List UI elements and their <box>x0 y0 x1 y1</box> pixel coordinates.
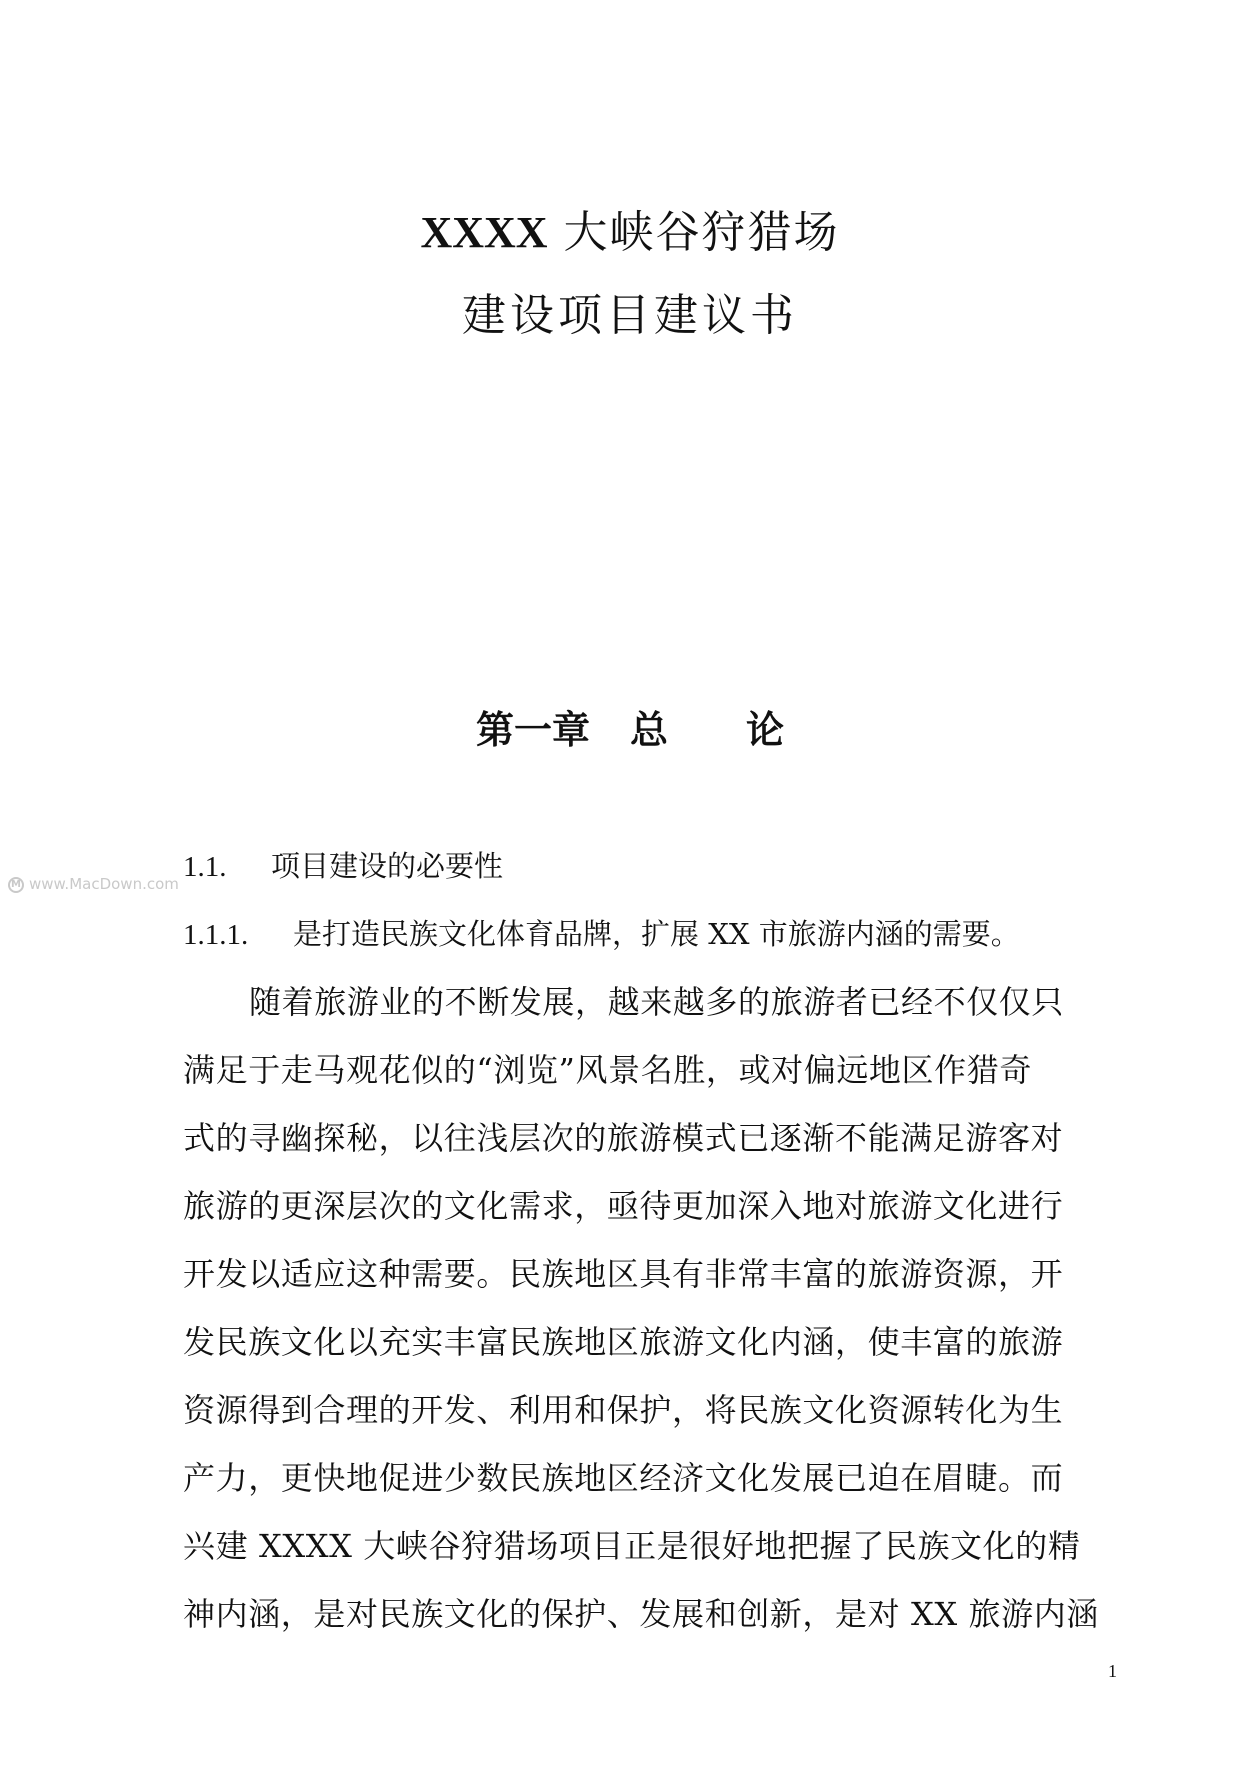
body-line: 随着旅游业的不断发展，越来越多的旅游者已经不仅仅只 <box>249 983 1065 1021</box>
body-line: 产力，更快地促进少数民族地区经济文化发展已迫在眉睫。而 <box>183 1459 1064 1497</box>
section-number: 1.1. <box>183 851 227 883</box>
document-title-line-2: 建设项目建议书 <box>462 290 798 341</box>
body-line: 旅游的更深层次的文化需求，亟待更加深入地对旅游文化进行 <box>183 1187 1064 1225</box>
body-line: 兴建 XXXX 大峡谷狩猎场项目正是很好地把握了民族文化的精 <box>183 1527 1081 1565</box>
chapter-word-2: 论 <box>746 708 785 752</box>
body-line: 发民族文化以充实丰富民族地区旅游文化内涵，使丰富的旅游 <box>183 1323 1064 1361</box>
body-line: 开发以适应这种需要。民族地区具有非常丰富的旅游资源，开 <box>183 1255 1064 1293</box>
chapter-heading <box>0 706 1260 754</box>
subsection-title: 是打造民族文化体育品牌，扩展 XX 市旅游内涵的需要。 <box>293 917 1020 951</box>
chapter-word-1: 总 <box>629 708 668 752</box>
section-heading-1-1 <box>183 846 503 887</box>
title-cjk-part: 大峡谷狩猎场 <box>563 207 840 258</box>
title-latin-part: XXXX <box>420 208 548 257</box>
page-number: 1 <box>1108 1661 1117 1681</box>
section-title: 项目建设的必要性 <box>271 849 504 883</box>
watermark-logo-icon: M <box>8 877 24 893</box>
watermark-text: www.MacDown.com <box>29 875 179 893</box>
document-title-line-1 <box>0 205 1260 261</box>
body-line: 资源得到合理的开发、利用和保护，将民族文化资源转化为生 <box>183 1391 1064 1429</box>
body-line: 式的寻幽探秘，以往浅层次的旅游模式已逐渐不能满足游客对 <box>183 1119 1064 1157</box>
subsection-number: 1.1.1. <box>183 919 249 951</box>
body-line: 神内涵，是对民族文化的保护、发展和创新，是对 XX 旅游内涵 <box>183 1595 1099 1633</box>
chapter-label: 第一章 <box>475 708 590 752</box>
body-line: 满足于走马观花似的“浏览”风景名胜，或对偏远地区作猎奇 <box>183 1051 1032 1089</box>
section-heading-1-1-1 <box>183 914 1020 955</box>
watermark <box>8 874 179 894</box>
